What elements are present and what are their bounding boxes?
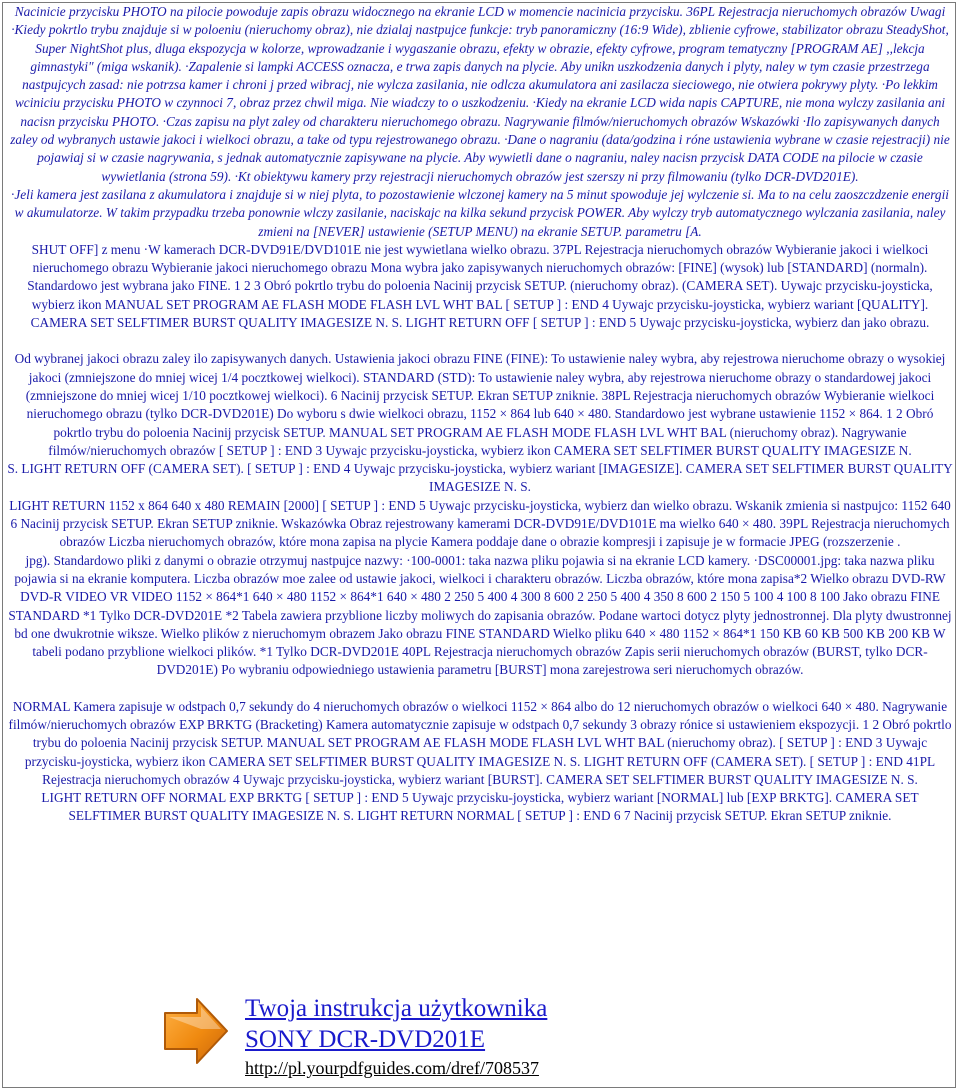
orange-arrow-icon	[157, 993, 233, 1069]
manual-title-link[interactable]: Twoja instrukcja użytkownika	[245, 995, 548, 1022]
paragraph: LIGHT RETURN 1152 x 864 640 x 480 REMAIN [2000] [ SETUP ] : END 5 Uywajc przycisku-joysticka, wybierz dan wielko obrazu. Wskanik zmienia si nastpujco: 1152 640 6 Nacinij przycisk SETUP. Ekran SETUP zniknie. Wskazówka Obraz rejestrowany kamerami DCR-DVD91E/DVD101E ma wielko 640 × 480. 39PL Rejestracja nieruchomych obrazów Liczba nieruchomych obrazów, które mona zapisa na plycie Kamera poddaje dane o obrazie kompresji i zapisuje je w formacie JPEG (rozszerzenie .	[9, 497, 951, 550]
footer-text	[245, 993, 547, 1079]
document-body	[6, 3, 954, 826]
paragraph-gap	[6, 332, 954, 350]
paragraph: SHUT OFF] z menu ·W kamerach DCR-DVD91E/DVD101E nie jest wywietlana wielko obrazu. 37PL Rejestracja nieruchomych obrazów Wybieranie jakoci i wielkoci nieruchomego obrazu Wybieranie jakoci nieruchomego obrazu Mona wybra jako zapisywanych nieruchomych obrazów: [FINE] (wysok) lub [STANDARD] (normaln). Standardowo jest wybrana jako FINE. 1 2 3 Obró pokrtlo trybu do poloenia Nacinij przycisk SETUP. (nieruchomy obraz). (CAMERA SET). Uywajc przycisku-joysticka, wybierz ikon MANUAL SET PROGRAM AE FLASH MODE FLASH LVL WHT BAL [ SETUP ] : END 4 Uywajc przycisku-joysticka, wybierz wariant [QUALITY]. CAMERA SET SELFTIMER BURST QUALITY IMAGESIZE N. S. LIGHT RETURN OFF [ SETUP ] : END 5 Uywajc przycisku-joysticka, wybierz dan jako obrazu.	[27, 241, 933, 331]
footer-banner	[157, 993, 877, 1085]
paragraph: Od wybranej jakoci obrazu zaley ilo zapisywanych danych. Ustawienia jakoci obrazu FINE (FINE): To ustawienie naley wybra, aby rejestrowa nieruchome obrazy o wysokiej jakoci (zmniejszone do mniej wicej 1/4 pocztkowej wielkoci). STANDARD (STD): To ustawienie naley wybra, aby rejestrowa nieruchome obrazy o standardowej jakoci (zmniejszone do mniej wicej 1/10 pocztkowej wielkoci). 6 Nacinij przycisk SETUP. Ekran SETUP zniknie. 38PL Rejestracja nieruchomych obrazów Wybieranie wielkoci nieruchomego obrazu (tylko DCR-DVD201E) Do wyboru s dwie wielkoci obrazu, 1152 × 864 lub 640 × 480. Standardowo jest wybrane ustawienie 1152 × 864. 1 2 Obró pokrtlo trybu do poloenia Nacinij przycisk SETUP. MANUAL SET PROGRAM AE FLASH MODE FLASH LVL WHT BAL (nieruchomy obraz). Nagrywanie filmów/nieruchomych obrazów [ SETUP ] : END 3 Uywajc przycisku-joysticka, wybierz ikon CAMERA SET SELFTIMER BURST QUALITY IMAGESIZE N.	[14, 351, 946, 458]
paragraph: S. LIGHT RETURN OFF (CAMERA SET). [ SETUP ] : END 4 Uywajc przycisku-joysticka, wybierz wariant [IMAGESIZE]. CAMERA SET SELFTIMER BURST QUALITY IMAGESIZE N. S.	[7, 461, 953, 495]
paragraph: NORMAL Kamera zapisuje w odstpach 0,7 sekundy do 4 nieruchomych obrazów o wielkoci 1152 × 864 albo do 12 nieruchomych obrazów o wielkoci 640 × 480. Nagrywanie filmów/nieruchomych obrazów EXP BRKTG (Bracketing) Kamera automatycznie zapisuje w odstpach 0,7 sekundy 3 obrazy rónice si ustawieniem ekspozycji. 1 2 Obró pokrtlo trybu do poloenia Nacinij przycisk SETUP. MANUAL SET PROGRAM AE FLASH MODE FLASH LVL WHT BAL (nieruchomy obraz). [ SETUP ] : END 3 Uywajc przycisku-joysticka, wybierz ikon CAMERA SET SELFTIMER BURST QUALITY IMAGESIZE N. S. LIGHT RETURN OFF (CAMERA SET). [ SETUP ] : END 41PL Rejestracja nieruchomych obrazów 4 Uywajc przycisku-joysticka, wybierz wariant [BURST]. CAMERA SET SELFTIMER BURST QUALITY IMAGESIZE N. S.	[8, 698, 952, 787]
paragraph: LIGHT RETURN OFF NORMAL EXP BRKTG [ SETUP ] : END 5 Uywajc przycisku-joysticka, wybierz wariant [NORMAL] lub [EXP BRKTG]. CAMERA SET SELFTIMER BURST QUALITY IMAGESIZE N. S. LIGHT RETURN NORMAL [ SETUP ] : END 6 7 Nacinij przycisk SETUP. Ekran SETUP zniknie.	[41, 790, 919, 824]
paragraph: jpg). Standardowo pliki z danymi o obrazie otrzymuj nastpujce nazwy: ·100-0001: taka nazwa pliku pojawia si na ekranie LCD kamery. ·DSC00001.jpg: taka nazwa pliku pojawia si na ekranie komputera. Liczba obrazów moe zalee od ustawie jakoci, wielkoci i charakteru obrazów. Liczba obrazów, które mona zapisa*2 Wielko obrazu DVD-RW DVD-R VIDEO VR VIDEO 1152 × 864*1 640 × 480 1152 × 864*1 640 × 480 2 250 5 400 4 300 8 600 2 250 5 400 4 350 8 600 2 150 5 100 4 100 8 100 Jako obrazu FINE STANDARD *1 Tylko DCR-DVD201E *2 Tabela zawiera przyblione liczby moliwych do zapisania obrazów. Podane wartoci dotycz plyty jednostronnej. Dla plyty dwustronnej bd one dwukrotnie wiksze. Wielko plików z nieruchomym obrazem Jako obrazu FINE STANDARD Wielko pliku 640 × 480 1152 × 864*1 150 KB 60 KB 500 KB 200 KB W tabeli podano przyblione wielkoci plików. *1 Tylko DCR-DVD201E 40PL Rejestracja nieruchomych obrazów Zapis serii nieruchomych obrazów (BURST, tylko DCR-DVD201E) Po wybraniu odpowiedniego ustawienia parametru [BURST] mona zarejestrowa seri nieruchomych obrazów.	[8, 552, 952, 678]
paragraph: ·Jeli kamera jest zasilana z akumulatora i znajduje si w niej plyta, to pozostawienie wlczonej kamery na 5 minut spowoduje jej wylczenie si. Ma to na celu zaoszczdzenie energii w akumulatorze. W takim przypadku trzeba ponownie wlczy zasilanie, naciskajc na kilka sekund przycisk POWER. Aby wylczy tryb automatycznego wylczania zasilania, naley zmieni na [NEVER] ustawienie (SETUP MENU) na ekranie SETUP. parametru [A.	[11, 186, 949, 239]
paragraph: Nacinicie przycisku PHOTO na pilocie powoduje zapis obrazu widocznego na ekranie LCD w momencie nacinicia przycisku. 36PL Rejestracja nieruchomych obrazów Uwagi ·Kiedy pokrtlo trybu znajduje si w poloeniu (nieruchomy obraz), nie dzialaj nastpujce funkcje: tryb panoramiczny (16:9 Wide), zblienie cyfrowe, stabilizator obrazu SteadyShot, Super NightShot plus, dluga ekspozycja w kolorze, wprowadzanie i wygaszanie obrazu, efekty w obrazie, efekty cyfrowe, program tematyczny [PROGRAM AE] ,,lekcja gimnastyki" (miga wskanik). ·Zapalenie si lampki ACCESS oznacza, e trwa zapis danych na plycie. Aby unikn uszkodzenia danych i plyty, naley w tym czasie przestrzega nastpujcych zasad: nie potrzsa kamer i chroni j przed wibracj, nie wylcza zasilania, nie odlcza akumulatora ani zasilacza sieciowego, nie otwiera pokrywy plyty. ·Po lekkim wciniciu przycisku PHOTO w czynnoci 7, obraz przez chwil miga. Nie wiadczy to o uszkodzeniu. ·Kiedy na ekranie LCD wida napis CAPTURE, nie mona wylczy zasilania ani nacisn przycisku PHOTO. ·Czas zapisu na plyt zaley od charakteru nieruchomego obrazu. Nagrywanie filmów/nieruchomych obrazów Wskazówki ·Ilo zapisywanych danych zaley od wybranych ustawie jakoci i wielkoci obrazu, a take od typu rejestrowanego obrazu. ·Dane o nagraniu (data/godzina i róne ustawienia wybrane w czasie rejestracji) nie pojawiaj si w czasie nagrywania, s jednak automatycznie zapisywane na plycie. Aby wywietli dane o nagraniu, naley nacisn przycisk DATA CODE na pilocie w czasie wywietlania (strona 59). ·Kt obiektywu kamery przy rejestracji nieruchomych obrazów jest szerszy ni przy filmowaniu (tylko DCR-DVD201E).	[10, 4, 950, 184]
model-link[interactable]: SONY DCR-DVD201E	[245, 1026, 486, 1053]
paragraph-gap	[6, 680, 954, 698]
manual-url-link[interactable]: http://pl.yourpdfguides.com/dref/708537	[245, 1058, 539, 1078]
